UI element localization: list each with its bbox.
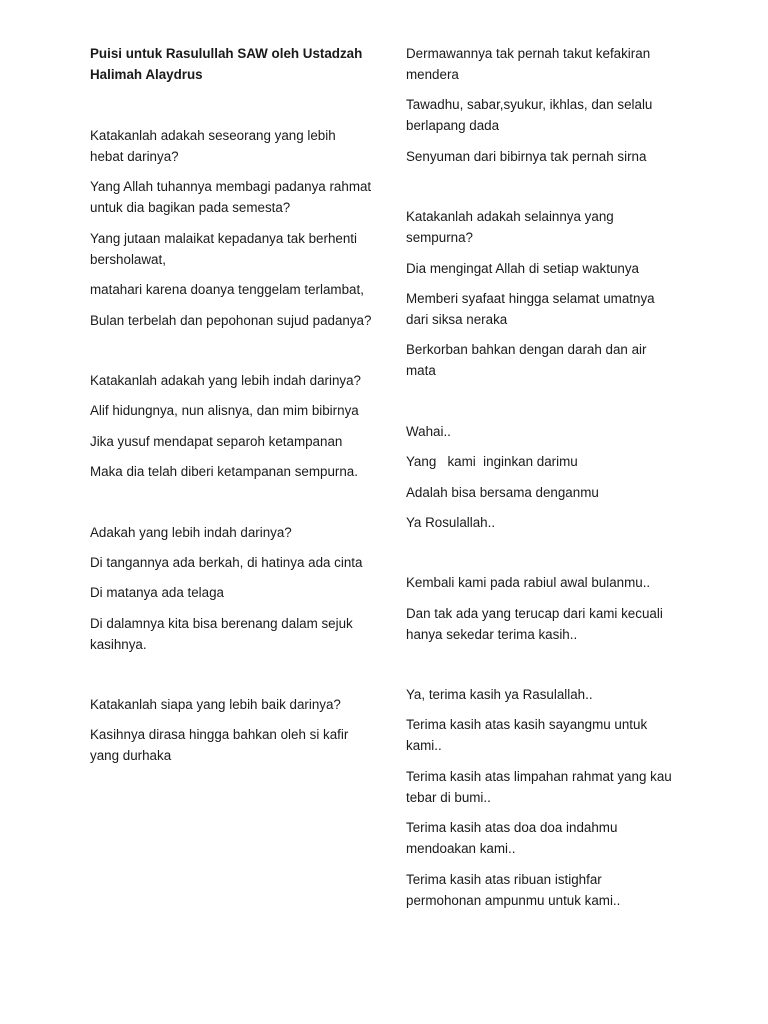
poem-line: Adakah yang lebih indah darinya?	[90, 524, 292, 540]
poem-line: Katakanlah siapa yang lebih baik darinya?	[90, 697, 341, 713]
stanza	[406, 43, 678, 167]
poem-line: Terima kasih atas doa doa indahmu mendoakan kami..	[406, 820, 618, 857]
poem-line: Katakanlah adakah seseorang yang lebih hebat darinya?	[90, 128, 336, 164]
poem-line: Ya, terima kasih ya Rasulallah..	[406, 687, 593, 703]
stanza	[406, 684, 678, 911]
poem-line: Dia mengingat Allah di setiap waktunya	[406, 260, 639, 276]
right-column	[406, 43, 678, 920]
poem-line: Di dalamnya kita bisa berenang dalam sejuk kasihnya.	[90, 615, 353, 652]
stanza	[406, 572, 678, 644]
poem-line: Kasihnya dirasa hingga bahkan oleh si kafir yang durhaka	[90, 727, 349, 764]
stanza-break	[406, 654, 678, 684]
poem-line: Yang kami inginkan darimu	[406, 454, 578, 470]
poem-line: Yang jutaan malaikat kepadanya tak berhenti bersholawat,	[90, 230, 358, 267]
stanza-break	[406, 391, 678, 421]
poem-line: Katakanlah adakah yang lebih indah darinya?	[90, 372, 361, 388]
poem-line: Memberi syafaat hingga selamat umatnya dari siksa neraka	[406, 290, 655, 327]
stanza	[90, 125, 372, 331]
poem-line: Kembali kami pada rabiul awal bulanmu..	[406, 575, 651, 591]
poem-line: Ya Rosulallah..	[406, 514, 496, 530]
poem-line: Terima kasih atas ribuan istighfar permohonan ampunmu untuk kami..	[406, 871, 621, 908]
stanza-break	[406, 542, 678, 572]
left-column	[90, 43, 372, 776]
poem-line: Terima kasih atas kasih sayangmu untuk kami..	[406, 717, 648, 754]
stanza	[90, 370, 372, 482]
poem-line: Wahai..	[406, 423, 451, 439]
poem-line: Jika yusuf mendapat separoh ketampanan	[90, 433, 343, 449]
poem-line: Yang Allah tuhannya membagi padanya rahmat untuk dia bagikan pada semesta?	[90, 179, 372, 216]
stanza	[406, 206, 678, 381]
poem-line: Dan tak ada yang terucap dari kami kecuali hanya sekedar terima kasih..	[406, 605, 663, 642]
stanza	[90, 694, 372, 766]
poem-line: matahari karena doanya tenggelam terlambat,	[90, 282, 364, 298]
poem-line: Adalah bisa bersama denganmu	[406, 484, 599, 500]
poem-line: Tawadhu, sabar,syukur, ikhlas, dan selalu berlapang dada	[406, 97, 653, 134]
poem-line: Terima kasih atas limpahan rahmat yang kau tebar di bumi..	[406, 768, 672, 805]
poem-line: Senyuman dari bibirnya tak pernah sirna	[406, 148, 647, 164]
stanza	[406, 421, 678, 533]
poem-line: Di tangannya ada berkah, di hatinya ada cinta	[90, 554, 363, 570]
poem-line: Bulan terbelah dan pepohonan sujud padanya?	[90, 312, 372, 328]
poem-line: Katakanlah adakah selainnya yang sempurna?	[406, 209, 614, 246]
poem-line: Berkorban bahkan dengan darah dan air mata	[406, 342, 647, 379]
stanza-break	[90, 340, 372, 370]
poem-line: Dermawannya tak pernah takut kefakiran mendera	[406, 46, 651, 82]
stanza-break	[90, 664, 372, 694]
stanza	[90, 522, 372, 655]
poem-title: Puisi untuk Rasulullah SAW oleh Ustadzah Halimah Alaydrus	[90, 46, 363, 82]
poem-line: Maka dia telah diberi ketampanan sempurna.	[90, 464, 358, 480]
poem-line: Alif hidungnya, nun alisnya, dan mim bibirnya	[90, 403, 359, 419]
poem-line: Di matanya ada telaga	[90, 585, 224, 601]
stanza-break	[90, 492, 372, 522]
stanza-break	[406, 176, 678, 206]
